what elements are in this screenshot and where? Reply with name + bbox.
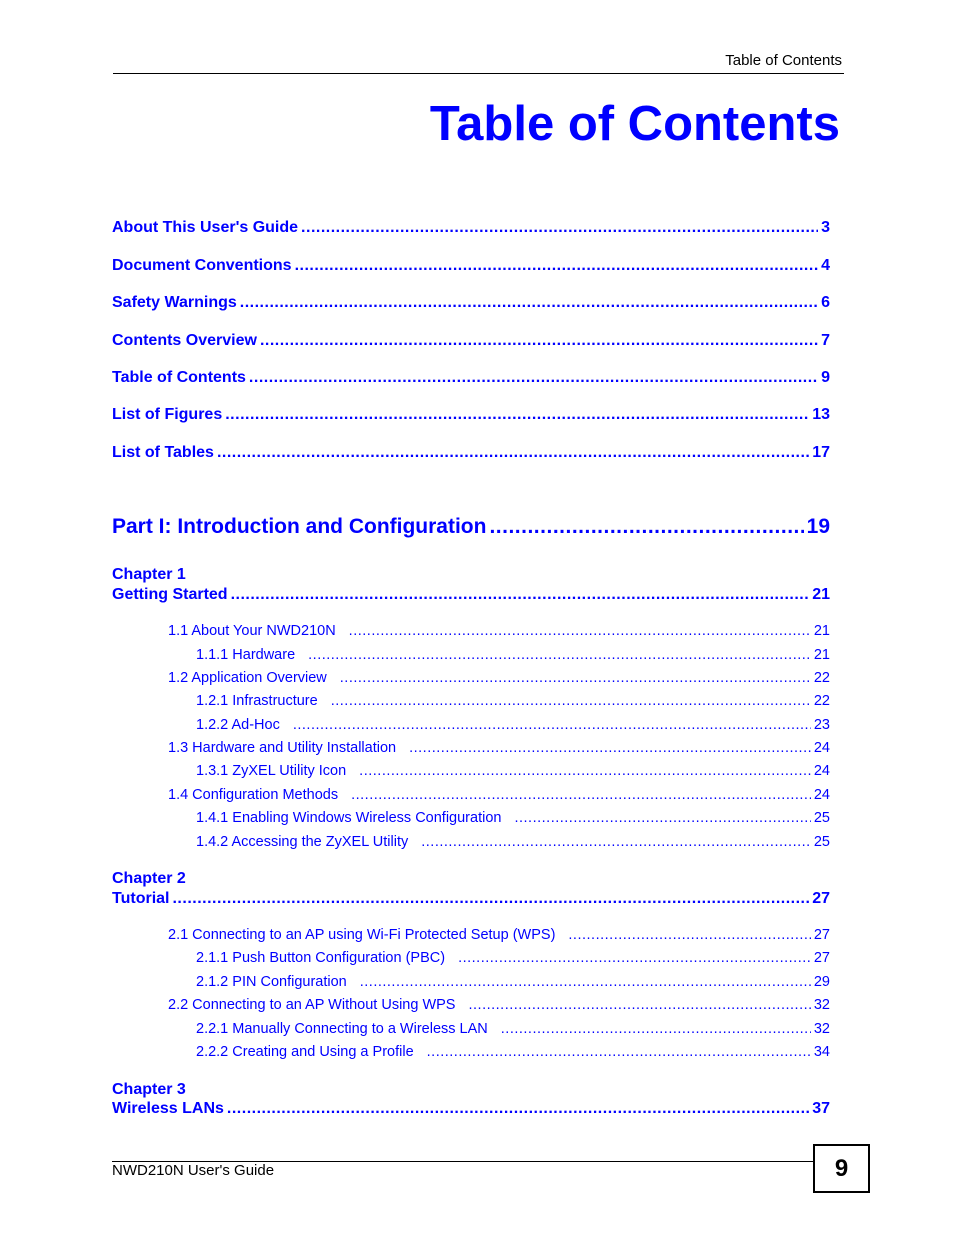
chapter-number: Chapter 1	[112, 566, 186, 583]
toc-subsection-entry[interactable]	[196, 693, 830, 709]
toc-entry-page: 4	[821, 257, 830, 274]
section-label: 1.3 Hardware and Utility Installation	[168, 740, 397, 756]
toc-section-entry[interactable]	[168, 670, 830, 686]
section-label: 1.2.2 Ad-Hoc	[196, 717, 280, 733]
section-page: 32	[813, 997, 830, 1013]
part-title: Part I: Introduction and Configuration	[112, 515, 487, 538]
toc-subsection-entry[interactable]	[196, 834, 830, 850]
toc-entry-label: List of Figures	[112, 406, 223, 423]
section-page: 32	[813, 1021, 830, 1037]
chapter-page: 37	[812, 1100, 830, 1117]
toc-section-entry[interactable]	[168, 740, 830, 756]
toc-chapter-entry[interactable]	[112, 1100, 830, 1118]
toc-chapter-entry[interactable]	[112, 586, 830, 604]
section-page: 27	[813, 927, 830, 943]
dot-leader	[331, 693, 811, 709]
dot-leader	[514, 810, 810, 826]
toc-entry-label: About This User's Guide	[112, 219, 299, 236]
dot-leader	[172, 890, 809, 908]
section-page: 29	[813, 974, 830, 990]
footer-guide-name: NWD210N User's Guide	[112, 1162, 275, 1179]
section-label: 1.2 Application Overview	[168, 670, 327, 686]
section-page: 25	[813, 810, 830, 826]
toc-part-entry[interactable]	[112, 515, 830, 539]
section-label: 2.1 Connecting to an AP using Wi-Fi Protected Setup (WPS)	[168, 927, 556, 943]
section-page: 24	[813, 787, 830, 803]
section-label: 1.4 Configuration Methods	[168, 787, 339, 803]
toc-entry-label: Table of Contents	[112, 369, 246, 386]
toc-entry-page: 17	[812, 444, 830, 461]
section-label: 2.2.1 Manually Connecting to a Wireless LAN	[196, 1021, 488, 1037]
section-label: 2.2 Connecting to an AP Without Using WPS	[168, 997, 456, 1013]
toc-entry-page: 13	[812, 406, 830, 423]
chapter-page: 27	[812, 890, 830, 907]
dot-leader	[409, 740, 811, 756]
section-page: 21	[813, 623, 830, 639]
dot-leader	[568, 927, 810, 943]
section-page: 24	[813, 740, 830, 756]
section-label: 2.1.1 Push Button Configuration (PBC)	[196, 950, 446, 966]
header-section-label: Table of Contents	[725, 52, 842, 69]
toc-section-entry[interactable]	[168, 623, 830, 639]
dot-leader	[225, 406, 809, 424]
dot-leader	[340, 670, 811, 686]
toc-entry-page: 3	[821, 219, 830, 236]
dot-leader	[295, 257, 819, 275]
dot-leader	[360, 974, 811, 990]
toc-section-entry[interactable]	[168, 927, 830, 943]
toc-entry-contents-overview[interactable]	[112, 332, 830, 350]
chapter-number: Chapter 2	[112, 870, 186, 887]
section-page: 27	[813, 950, 830, 966]
toc-entry-list-of-figures[interactable]	[112, 406, 830, 424]
chapter-title: Tutorial	[112, 890, 170, 907]
header-divider	[113, 73, 844, 74]
chapter-page: 21	[812, 586, 830, 603]
toc-section-entry[interactable]	[168, 997, 830, 1013]
toc-section-entry[interactable]	[168, 787, 830, 803]
toc-entry-page: 6	[821, 294, 830, 311]
dot-leader	[260, 332, 818, 350]
dot-leader	[468, 997, 810, 1013]
toc-entry-document-conventions[interactable]	[112, 257, 830, 275]
dot-leader	[217, 444, 809, 462]
toc-entry-about-guide[interactable]	[112, 219, 830, 237]
section-label: 2.1.2 PIN Configuration	[196, 974, 347, 990]
page-number: 9	[834, 1154, 849, 1182]
toc-subsection-entry[interactable]	[196, 763, 830, 779]
dot-leader	[489, 515, 803, 539]
dot-leader	[421, 834, 811, 850]
section-label: 1.2.1 Infrastructure	[196, 693, 318, 709]
dot-leader	[240, 294, 818, 312]
section-page: 25	[813, 834, 830, 850]
toc-chapter-entry[interactable]	[112, 890, 830, 908]
toc-entry-safety-warnings[interactable]	[112, 294, 830, 312]
toc-subsection-entry[interactable]	[196, 1021, 830, 1037]
section-label: 2.2.2 Creating and Using a Profile	[196, 1044, 414, 1060]
chapter-number: Chapter 3	[112, 1081, 186, 1098]
page-number-box	[813, 1144, 870, 1193]
toc-entry-page: 9	[821, 369, 830, 386]
section-page: 34	[813, 1044, 830, 1060]
toc-subsection-entry[interactable]	[196, 647, 830, 663]
section-label: 1.4.1 Enabling Windows Wireless Configuration	[196, 810, 502, 826]
toc-subsection-entry[interactable]	[196, 950, 830, 966]
section-page: 22	[813, 670, 830, 686]
dot-leader	[427, 1044, 811, 1060]
toc-entry-page: 7	[821, 332, 830, 349]
dot-leader	[231, 586, 810, 604]
section-label: 1.1 About Your NWD210N	[168, 623, 336, 639]
section-label: 1.1.1 Hardware	[196, 647, 296, 663]
page-title: Table of Contents	[429, 97, 840, 151]
chapter-title: Getting Started	[112, 586, 228, 603]
toc-entry-list-of-tables[interactable]	[112, 444, 830, 462]
section-label: 1.3.1 ZyXEL Utility Icon	[196, 763, 347, 779]
dot-leader	[359, 763, 811, 779]
toc-entry-table-of-contents[interactable]	[112, 369, 830, 387]
chapter-title: Wireless LANs	[112, 1100, 224, 1117]
toc-subsection-entry[interactable]	[196, 1044, 830, 1060]
toc-entry-label: List of Tables	[112, 444, 214, 461]
dot-leader	[227, 1100, 809, 1118]
section-page: 22	[813, 693, 830, 709]
dot-leader	[501, 1021, 811, 1037]
dot-leader	[351, 787, 811, 803]
dot-leader	[349, 623, 811, 639]
toc-subsection-entry[interactable]	[196, 974, 830, 990]
dot-leader	[458, 950, 811, 966]
section-page: 21	[813, 647, 830, 663]
toc-entry-label: Contents Overview	[112, 332, 257, 349]
dot-leader	[249, 369, 818, 387]
section-label: 1.4.2 Accessing the ZyXEL Utility	[196, 834, 409, 850]
section-page: 24	[813, 763, 830, 779]
dot-leader	[308, 647, 811, 663]
section-page: 23	[813, 717, 830, 733]
toc-subsection-entry[interactable]	[196, 717, 830, 733]
dot-leader	[301, 219, 818, 237]
toc-subsection-entry[interactable]	[196, 810, 830, 826]
part-page: 19	[806, 515, 830, 538]
toc-entry-label: Safety Warnings	[112, 294, 237, 311]
toc-entry-label: Document Conventions	[112, 257, 292, 274]
dot-leader	[293, 717, 811, 733]
